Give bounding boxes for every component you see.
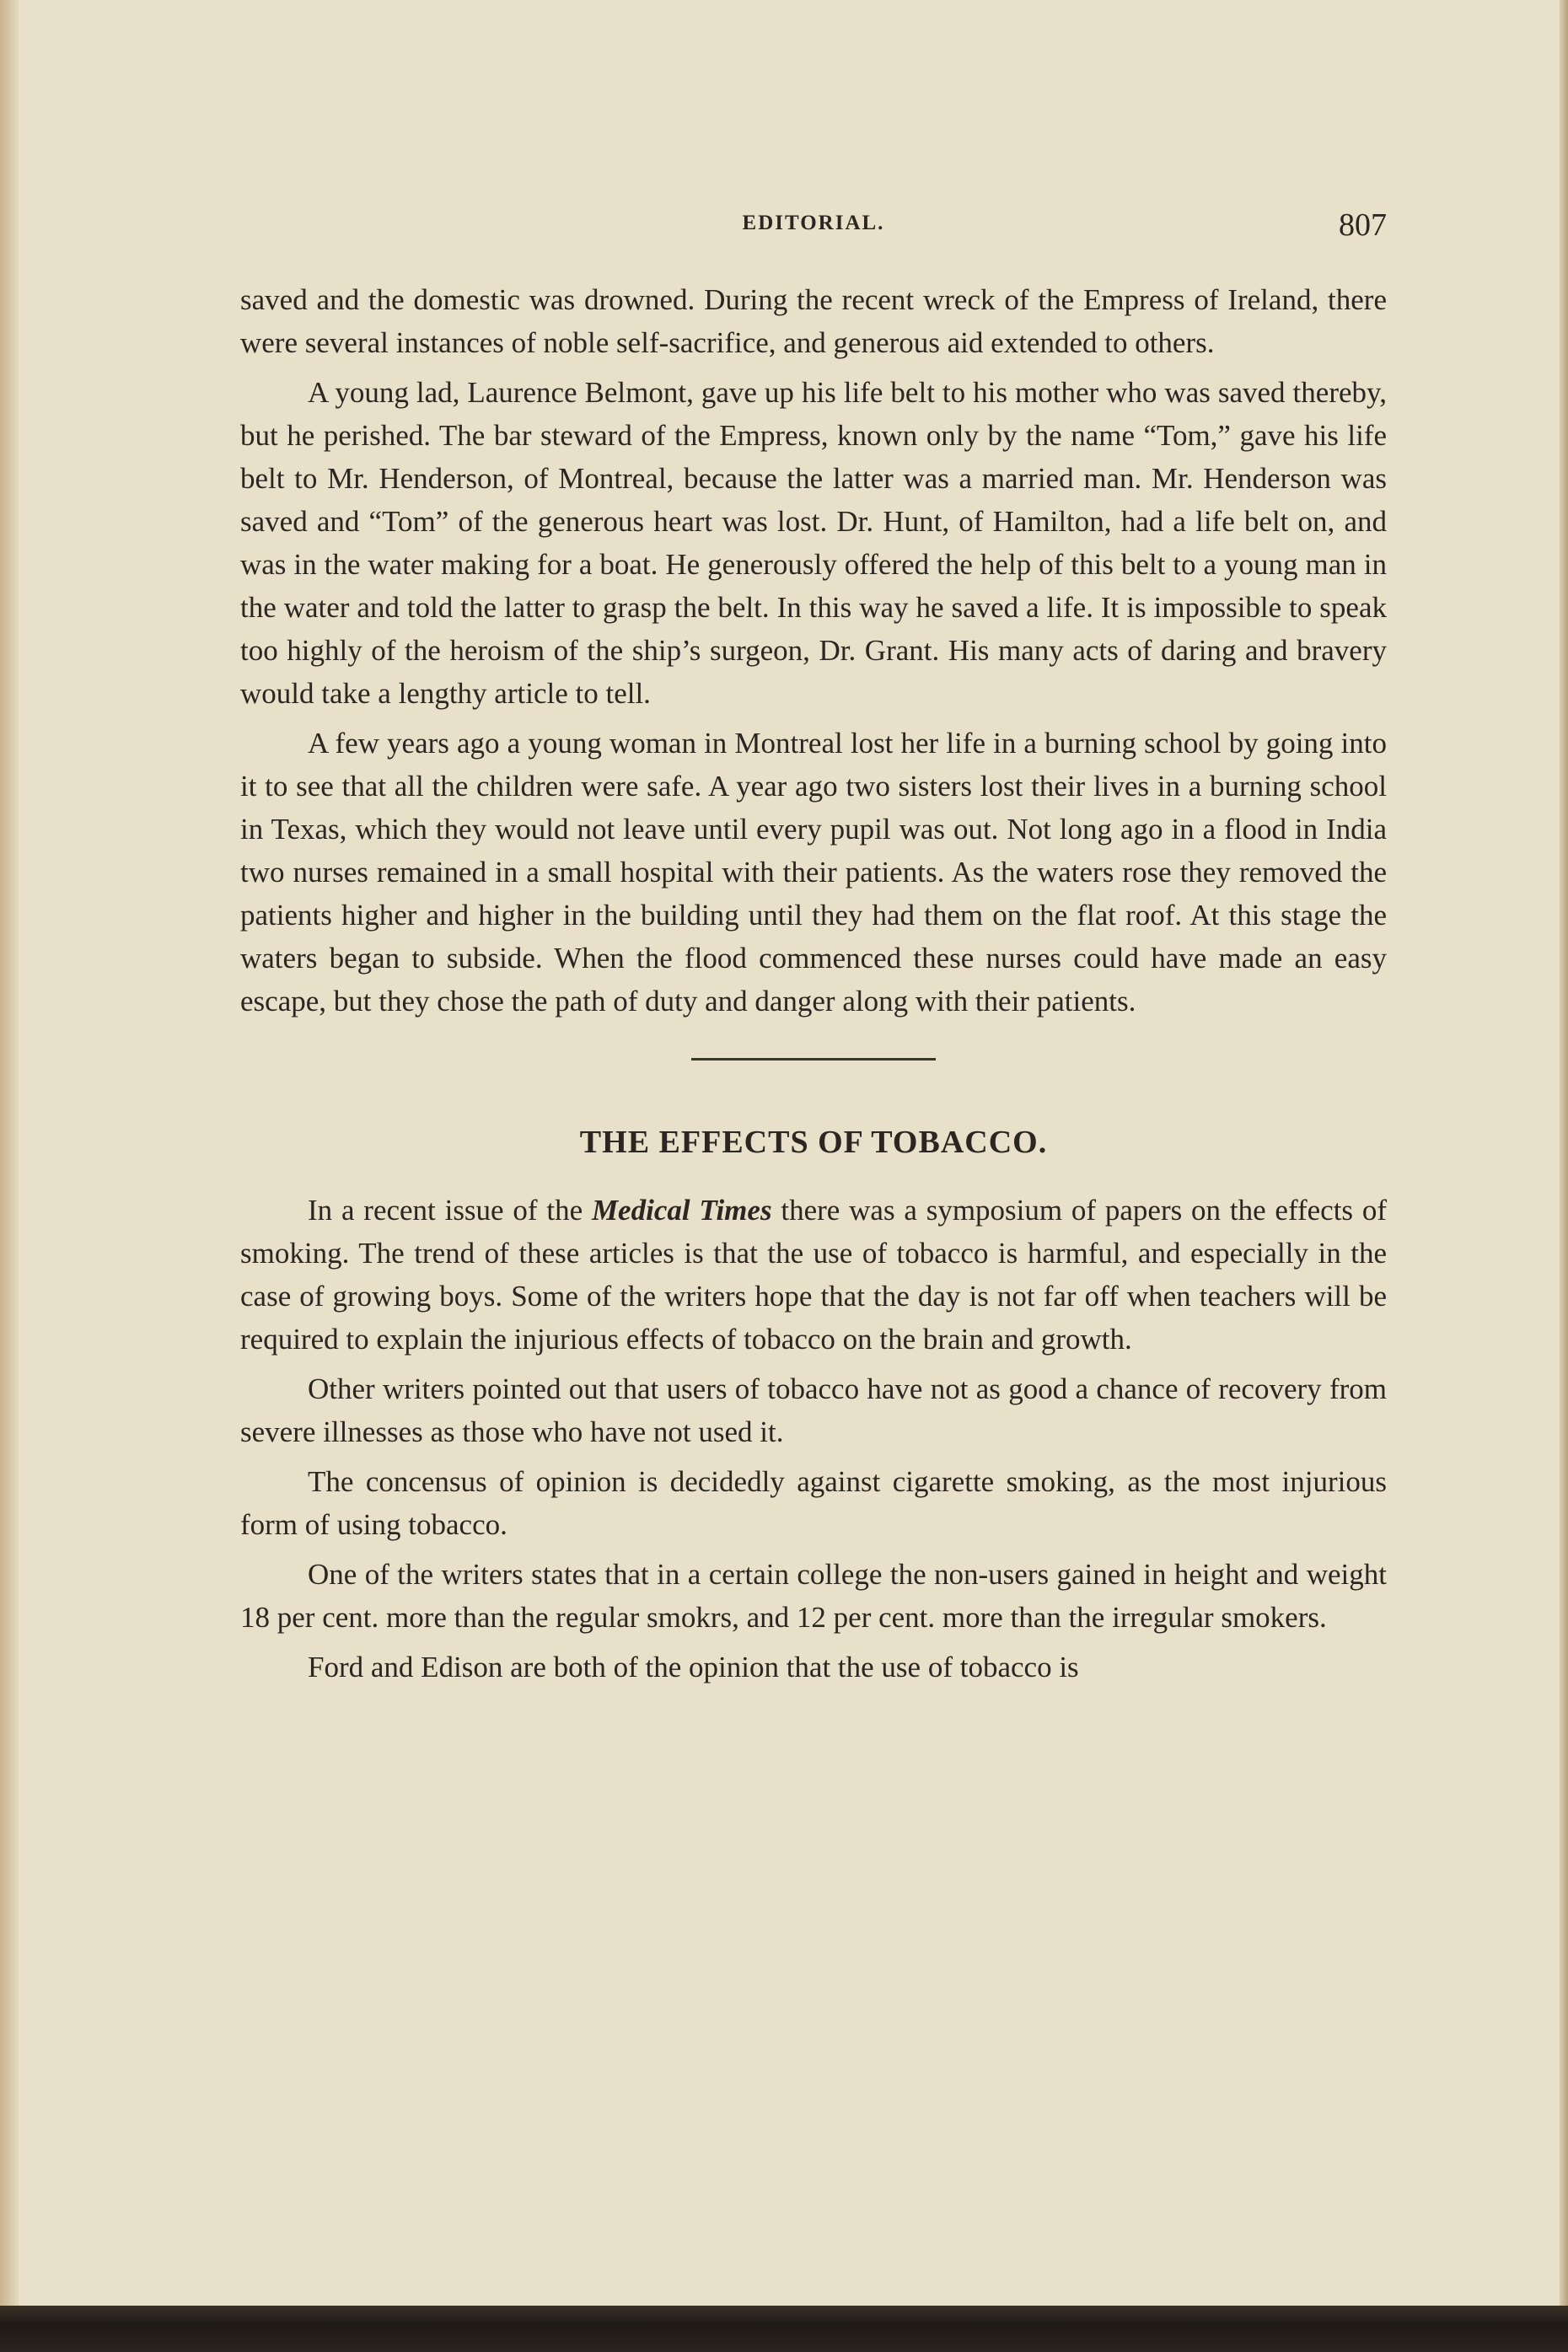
page-left-edge — [0, 0, 19, 2352]
paragraph-belmont: A young lad, Laurence Belmont, gave up his life belt to his mother who was saved thereby, but he perished. The bar steward of the Empress, known only by the name “Tom,” gave his life belt to Mr. Henderson, of Montreal, because the latter was a married man. Mr. Henderson was saved and “Tom” of the generous heart was lost. Dr. Hunt, of Hamilton, had a life belt on, and was in the water making for a boat. He generously offered the help of this belt to a young man in the water and told the latter to grasp the belt. In this way he saved a life. It is impossible to speak too highly of the heroism of the ship’s surgeon, Dr. Grant. His many acts of daring and bravery would take a lengthy article to tell. — [240, 376, 1387, 710]
paragraph-nurses: A few years ago a young woman in Montreal lost her life in a burning school by going into it to see that all the children were safe. A year ago two sisters lost their lives in a burning school in Texas, which they would not leave until every pupil was out. Not long ago in a flood in India two nurses remained in a small hospital with their patients. As the waters rose they removed the patients higher and higher in the building until they had them on the flat roof. At this stage the waters began to subside. When the flood commenced these nurses could have made an easy escape, but they chose the path of duty and danger along with their patients. — [240, 727, 1387, 1018]
page-right-edge — [1560, 0, 1568, 2352]
section-divider — [691, 1058, 936, 1061]
paragraph-college: One of the writers states that in a certain college the non-users gained in height and weight 18 per cent. more than the regular smokrs, and 12 per cent. more than the irregular smokers. — [240, 1558, 1387, 1634]
paragraph-symposium-rest: there was a symposium of papers on the effects of smoking. The trend of these articles is that the use of tobacco is harmful, and especially in the case of growing boys. Some of the writers hope that the day is not far off when teachers will be required to explain the injurious effects of tobacco on the brain and growth. — [240, 1194, 1388, 1356]
paragraph-recovery: Other writers pointed out that users of tobacco have not as good a chance of recovery from severe illnesses as those who have not used it. — [240, 1372, 1387, 1448]
page-bottom-edge — [0, 2306, 1568, 2352]
running-title: EDITORIAL. — [742, 212, 885, 234]
paragraph-symposium-start: In a recent issue of the — [308, 1194, 592, 1227]
paragraph-concensus: The concensus of opinion is decidedly against cigarette smoking, as the most injurious form of using tobacco. — [240, 1465, 1387, 1541]
paragraph-ford-edison: Ford and Edison are both of the opinion that the use of tobacco is — [308, 1651, 1079, 1683]
text-block — [240, 278, 1387, 1695]
section-title: THE EFFECTS OF TOBACCO. — [579, 1125, 1048, 1160]
paragraph-symposium — [240, 1189, 1387, 1361]
running-head — [240, 207, 1387, 249]
journal-title: Medical Times — [591, 1194, 772, 1227]
page-number: 807 — [1339, 207, 1387, 243]
paragraph-continuation: saved and the domestic was drowned. During the recent wreck of the Empress of Ireland, there were several instances of noble self-sacrifice, and generous aid extended to others. — [240, 283, 1387, 359]
